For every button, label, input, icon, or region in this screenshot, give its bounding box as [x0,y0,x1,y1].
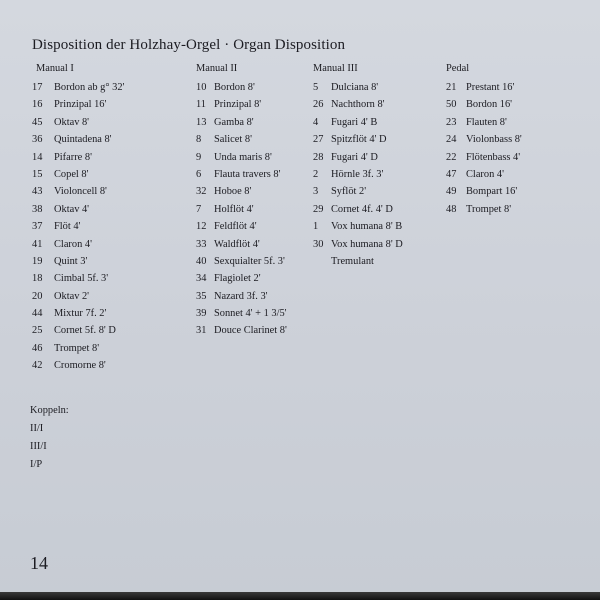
stop-row [446,96,522,113]
stop-name: Sonnet 4' + 1 3/5' [214,308,287,320]
stop-row [32,253,124,270]
stop-number: 7 [196,203,202,215]
pedal-heading: Pedal [446,63,470,74]
stop-row [196,131,287,148]
stop-row [196,236,287,253]
stop-row [313,236,403,253]
stop-name: Trompet 8' [466,203,512,215]
stop-row [196,183,287,200]
manual-2-column [196,62,287,340]
stop-name: Prestant 16' [466,82,515,93]
stop-number: 42 [32,360,43,372]
stop-row [313,218,403,235]
stop-number: 29 [313,203,324,215]
stop-number: 2 [313,168,319,180]
stop-row [313,253,403,270]
stop-number: 28 [313,151,324,163]
stop-name: Vox humana 8' B [331,221,403,233]
stop-number: 30 [313,238,324,250]
stop-name: Flauta travers 8' [214,168,281,180]
stop-row [32,357,124,374]
stop-number: 9 [196,151,202,163]
stop-row [446,183,522,200]
stop-name: Fugari 4' B [331,116,378,128]
stop-number: 27 [313,134,324,146]
stop-name: Violoncell 8' [54,186,107,198]
stop-number: 22 [446,151,457,163]
stop-name: Bordon 8' [214,82,255,93]
stop-name: Unda maris 8' [214,151,272,163]
manual-3-stop-list [313,79,403,270]
stop-name: Feldflöt 4' [214,221,257,233]
stop-row [32,166,124,183]
stop-name: Flagiolet 2' [214,273,261,285]
stop-number: 34 [196,273,207,285]
stop-number: 10 [196,82,207,93]
stop-row [196,201,287,218]
stop-name: Quintadena 8' [54,134,112,146]
stop-name: Violonbass 8' [466,134,522,146]
stop-row [32,131,124,148]
stop-number: 4 [313,116,319,128]
pedal-column [446,62,522,218]
stop-number: 21 [446,82,457,93]
stop-number: 16 [32,99,43,111]
stop-row [32,270,124,287]
stop-number: 23 [446,116,457,128]
stop-number: 36 [32,134,43,146]
coupler-item: I/P [30,459,43,470]
scan-bottom-edge [0,592,600,600]
stop-row [446,149,522,166]
stop-row [313,114,403,131]
stop-row [32,305,124,322]
stop-row [196,79,287,96]
stop-name: Claron 4' [466,168,504,180]
stop-name: Pifarre 8' [54,151,92,163]
stop-number: 48 [446,203,457,215]
stop-number: 1 [313,221,319,233]
stop-row [196,166,287,183]
stop-row [446,114,522,131]
stop-row [196,288,287,305]
stop-number: 24 [446,134,457,146]
stop-name: Tremulant [331,255,374,267]
stop-name: Spitzflöt 4' D [331,134,387,146]
stop-name: Cimbal 5f. 3' [54,273,109,285]
stop-number: 33 [196,238,207,250]
stop-number: 3 [313,186,319,198]
stop-name: Nazard 3f. 3' [214,290,268,302]
pedal-stop-list [446,79,522,218]
stop-name: Cornet 5f. 8' D [54,325,116,337]
stop-number: 43 [32,186,43,198]
stop-name: Prinzipal 16' [54,99,107,111]
stop-name: Fugari 4' D [331,151,378,163]
stop-number: 13 [196,116,207,128]
stop-row [32,149,124,166]
stop-number: 40 [196,255,207,267]
stop-row [32,183,124,200]
stop-row [196,270,287,287]
stop-row [446,166,522,183]
stop-row [313,166,403,183]
stop-name: Oktav 4' [54,203,90,215]
stop-name: Cromorne 8' [54,360,106,372]
stop-row [446,131,522,148]
stop-row [32,236,124,253]
stop-row [32,322,124,339]
stop-name: Quint 3' [54,255,88,267]
stop-name: Oktav 8' [54,116,90,128]
stop-name: Dulciana 8' [331,82,379,93]
stop-name: Salicet 8' [214,134,252,146]
stop-number: 20 [32,290,43,302]
stop-number: 15 [32,168,43,180]
coupler-item: III/I [30,441,47,452]
stop-name: Flötenbass 4' [466,151,521,163]
stop-name: Holflöt 4' [214,203,254,215]
stop-row [196,218,287,235]
stop-name: Flauten 8' [466,116,507,128]
stop-number: 50 [446,99,457,111]
stop-name: Prinzipal 8' [214,99,262,111]
stop-number: 46 [32,342,43,354]
stop-number: 44 [32,308,43,320]
stop-name: Nachthorn 8' [331,99,385,111]
stop-row [313,149,403,166]
stop-number: 11 [196,99,207,111]
stop-number: 47 [446,168,457,180]
stop-row [196,96,287,113]
stop-number: 25 [32,325,43,337]
stop-row [313,79,403,96]
stop-row [32,79,124,96]
stop-number: 41 [32,238,43,250]
stop-number: 26 [313,99,324,111]
page-number: 14 [30,553,48,573]
stop-name: Copel 8' [54,168,89,180]
stop-row [32,201,124,218]
stop-row [196,114,287,131]
stop-number: 32 [196,186,207,198]
stop-row [32,288,124,305]
stop-row [32,114,124,131]
stop-row [446,79,522,96]
stop-name: Claron 4' [54,238,92,250]
stop-name: Mixtur 7f. 2' [54,308,107,320]
page-title: Disposition der Holzhay-Orgel · Organ Disposition [32,37,346,53]
stop-row [32,96,124,113]
stop-row [313,96,403,113]
stop-number: 39 [196,308,207,320]
couplers-section [30,402,69,474]
stop-row [313,183,403,200]
manual-1-heading: Manual I [36,63,74,74]
stop-number: 12 [196,221,207,233]
coupler-list [30,420,69,474]
stop-number: 31 [196,325,207,337]
stop-name: Syflöt 2' [331,186,367,198]
stop-number: 49 [446,186,457,198]
stop-name: Hoboe 8' [214,186,252,198]
stop-name: Trompet 8' [54,342,100,354]
stop-name: Douce Clarinet 8' [214,325,287,337]
manual-3-column [313,62,403,270]
stop-number: 37 [32,221,43,233]
stop-number: 17 [32,82,43,93]
manual-1-stop-list [32,79,124,375]
stop-name: Oktav 2' [54,290,90,302]
manual-1-column [32,62,124,375]
stop-name: Vox humana 8' D [331,238,403,250]
stop-name: Bordon 16' [466,99,513,111]
stop-row [196,305,287,322]
stop-row [196,149,287,166]
stop-number: 38 [32,203,43,215]
manual-2-heading: Manual II [196,63,238,74]
stop-name: Waldflöt 4' [214,238,260,250]
stop-number: 6 [196,168,202,180]
stop-name: Cornet 4f. 4' D [331,203,393,215]
stop-name: Flöt 4' [54,221,81,233]
stop-number: 5 [313,82,319,93]
stop-row [32,218,124,235]
manual-3-heading: Manual III [313,63,358,74]
stop-number: 35 [196,290,207,302]
coupler-item: II/I [30,423,44,434]
stop-name: Sexquialter 5f. 3' [214,255,285,267]
stop-row [313,131,403,148]
stop-number: 45 [32,116,43,128]
stop-number: 8 [196,134,202,146]
stop-number: 18 [32,273,43,285]
stop-name: Hörnle 3f. 3' [331,168,384,180]
stop-row [446,201,522,218]
stop-number: 19 [32,255,43,267]
stop-number: 14 [32,151,43,163]
stop-row [32,340,124,357]
stop-row [196,253,287,270]
stop-row [196,322,287,339]
stop-name: Bordon ab g° 32' [54,82,125,93]
stop-name: Gamba 8' [214,116,254,128]
couplers-heading: Koppeln: [30,405,69,416]
manual-2-stop-list [196,79,287,340]
stop-name: Bompart 16' [466,186,518,198]
stop-row [313,201,403,218]
